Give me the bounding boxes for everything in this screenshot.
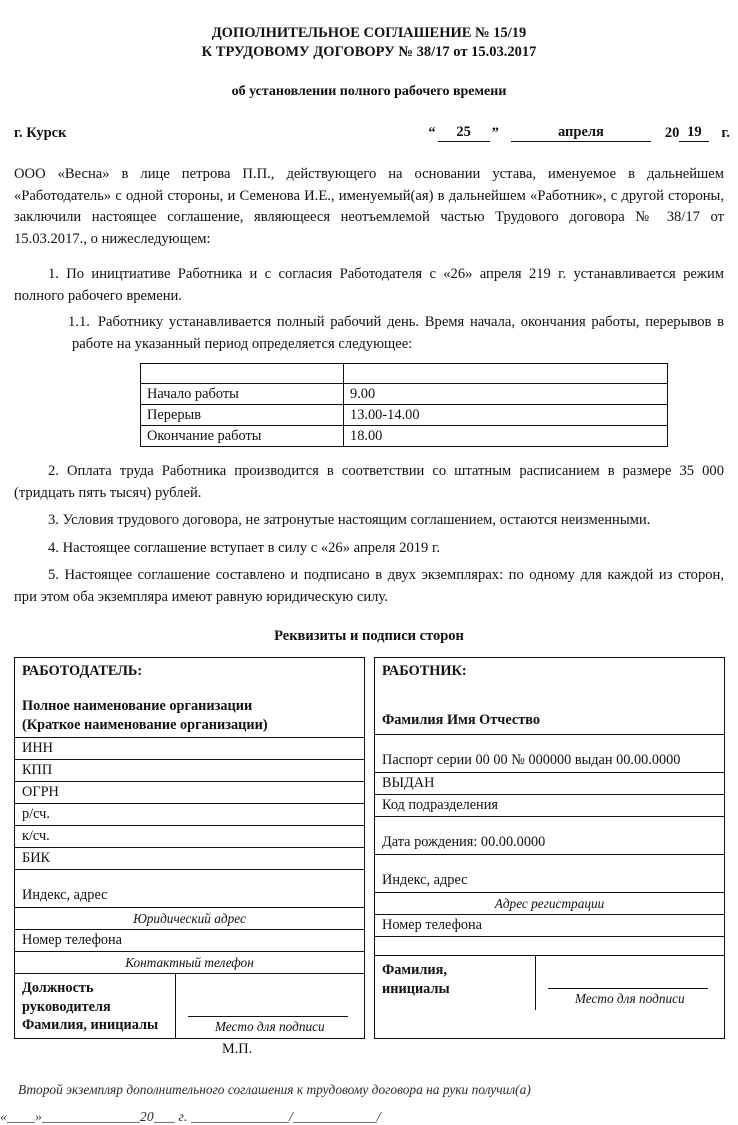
year-label: г. bbox=[721, 125, 730, 141]
parties-section bbox=[14, 657, 725, 1039]
city-date-row bbox=[0, 124, 738, 142]
employer-org-short: (Краткое наименование организации) bbox=[22, 717, 268, 733]
employee-issued-by: ВЫДАН bbox=[375, 773, 724, 795]
table-row bbox=[141, 426, 668, 447]
employer-org-name-group bbox=[15, 681, 364, 738]
employer-phone-caption: Контактный телефон bbox=[15, 952, 364, 974]
employee-signature-area[interactable] bbox=[536, 956, 724, 1010]
footer-note: Второй экземпляр дополнительного соглашения к трудовому договора на руки получил(а) bbox=[18, 1081, 531, 1097]
employer-role-line-2: руководителя bbox=[22, 998, 111, 1015]
employee-address: Индекс, адрес bbox=[375, 855, 724, 893]
table-row bbox=[141, 405, 668, 426]
clause-1: 1. По иництиативе Работника и с согласия Работодателя с «26» апреля 219 г. устанавливается режим полного рабочего времени. bbox=[14, 266, 724, 304]
employer-ogrn: ОГРН bbox=[15, 782, 364, 804]
title-line-2: К ТРУДОВОМУ ДОГОВОРУ № 38/17 от 15.03.2017 bbox=[201, 44, 537, 60]
employer-signature-area[interactable] bbox=[176, 974, 364, 1038]
employer-role-line-1: Должность bbox=[22, 980, 94, 996]
city-label: г. Курск bbox=[14, 125, 67, 141]
clause-2: 2. Оплата труда Работника производится в соответствии со штатным расписанием в размере 35 000 (тридцать пять тысяч) рублей. bbox=[14, 463, 724, 501]
employer-settlement-account: р/сч. bbox=[15, 804, 364, 826]
employee-birth-date: Дата рождения: 00.00.0000 bbox=[375, 817, 724, 855]
employee-blank-row bbox=[375, 937, 724, 956]
clause-1-1 bbox=[40, 312, 724, 355]
employer-org-full: Полное наименование организации bbox=[22, 698, 253, 714]
date-year-field[interactable]: 19 bbox=[679, 124, 709, 142]
employer-bik: БИК bbox=[15, 848, 364, 870]
stamp-place: М.П. bbox=[222, 1040, 253, 1057]
employer-address-caption: Юридический адрес bbox=[15, 908, 364, 930]
employee-signatory-name bbox=[375, 956, 536, 1010]
schedule-label: Начало работы bbox=[141, 384, 344, 405]
title-line-1: ДОПОЛНИТЕЛЬНОЕ СОГЛАШЕНИЕ № 15/19 bbox=[211, 25, 527, 41]
date-day-field[interactable]: 25 bbox=[438, 124, 490, 142]
employee-name-line-1: Фамилия, bbox=[382, 962, 447, 978]
employer-signature-caption: Место для подписи bbox=[214, 1018, 325, 1034]
employer-address: Индекс, адрес bbox=[15, 870, 364, 908]
clause-1-1-number: 1.1. bbox=[68, 314, 90, 330]
requisites-heading: Реквизиты и подписи сторон bbox=[274, 628, 464, 644]
schedule-value: 13.00-14.00 bbox=[344, 405, 668, 426]
employee-fio: Фамилия Имя Отчество bbox=[375, 681, 724, 735]
employer-inn: ИНН bbox=[15, 738, 364, 760]
quote-open: “ bbox=[428, 125, 436, 141]
clause-5: 5. Настоящее соглашение составлено и подписано в двух экземплярах: по одному для каждой из сторон, при этом оба экземпляра имеют равную юридическую силу. bbox=[14, 567, 724, 605]
date-line bbox=[426, 124, 730, 142]
employee-address-caption: Адрес регистрации bbox=[375, 893, 724, 915]
employer-signatory-role bbox=[15, 974, 176, 1038]
schedule-value: 18.00 bbox=[344, 426, 668, 447]
employee-signature-caption: Место для подписи bbox=[574, 991, 685, 1006]
document-subject: об установлении полного рабочего времени bbox=[231, 84, 507, 99]
clause-1-1-text: Работнику устанавливается полный рабочий день. Время начала, окончания работы, перерывов в работе на указанный период определяется следующее: bbox=[72, 314, 724, 352]
employer-kpp: КПП bbox=[15, 760, 364, 782]
document-title bbox=[0, 0, 738, 62]
employee-signature-row bbox=[375, 956, 724, 1010]
employee-passport: Паспорт серии 00 00 № 000000 выдан 00.00.0000 bbox=[375, 735, 724, 773]
employee-phone: Номер телефона bbox=[375, 915, 724, 937]
employer-block bbox=[14, 657, 365, 1039]
year-prefix: 20 bbox=[664, 125, 680, 141]
employer-title: РАБОТОДАТЕЛЬ: bbox=[22, 663, 143, 679]
quote-close: ” bbox=[491, 125, 499, 141]
preamble-block bbox=[14, 164, 724, 250]
employer-phone: Номер телефона bbox=[15, 930, 364, 952]
schedule-value: 9.00 bbox=[344, 384, 668, 405]
employee-block bbox=[374, 657, 725, 1039]
preamble-paragraph: ООО «Весна» в лице петрова П.П., действующего на основании устава, именуемое в дальнейшем «Работодатель» с одной стороны, и Семенова И.Е., именуемый(ая) в дальнейшем «Работник», с другой стороны, заключили настоящее соглашение, являющееся неотъемлемой частью Трудового договора № 38/17 от 15.03.2017., о нижеследующем: bbox=[14, 166, 724, 247]
employer-signature-row bbox=[15, 974, 364, 1038]
employee-title: РАБОТНИК: bbox=[382, 663, 467, 679]
table-row bbox=[141, 384, 668, 405]
date-month-field[interactable]: апреля bbox=[511, 124, 651, 142]
employee-name-line-2: инициалы bbox=[382, 980, 450, 997]
work-schedule-table bbox=[140, 363, 668, 447]
blank-cell-left bbox=[141, 364, 344, 384]
schedule-table-wrapper bbox=[0, 363, 738, 447]
employer-role-line-3: Фамилия, инициалы bbox=[22, 1017, 159, 1033]
footer-date-line[interactable]: «____»______________20___ г. ______________/____________/ bbox=[0, 1108, 381, 1124]
schedule-label: Перерыв bbox=[141, 405, 344, 426]
clause-4: 4. Настоящее соглашение вступает в силу с «26» апреля 2019 г. bbox=[48, 539, 440, 556]
schedule-label: Окончание работы bbox=[141, 426, 344, 447]
table-row-header-blank bbox=[141, 364, 668, 384]
blank-cell-right bbox=[344, 364, 668, 384]
employee-department-code: Код подразделения bbox=[375, 795, 724, 817]
clause-3: 3. Условия трудового договора, не затронутые настоящим соглашением, остаются неизменными. bbox=[48, 512, 651, 528]
employer-correspondent-account: к/сч. bbox=[15, 826, 364, 848]
